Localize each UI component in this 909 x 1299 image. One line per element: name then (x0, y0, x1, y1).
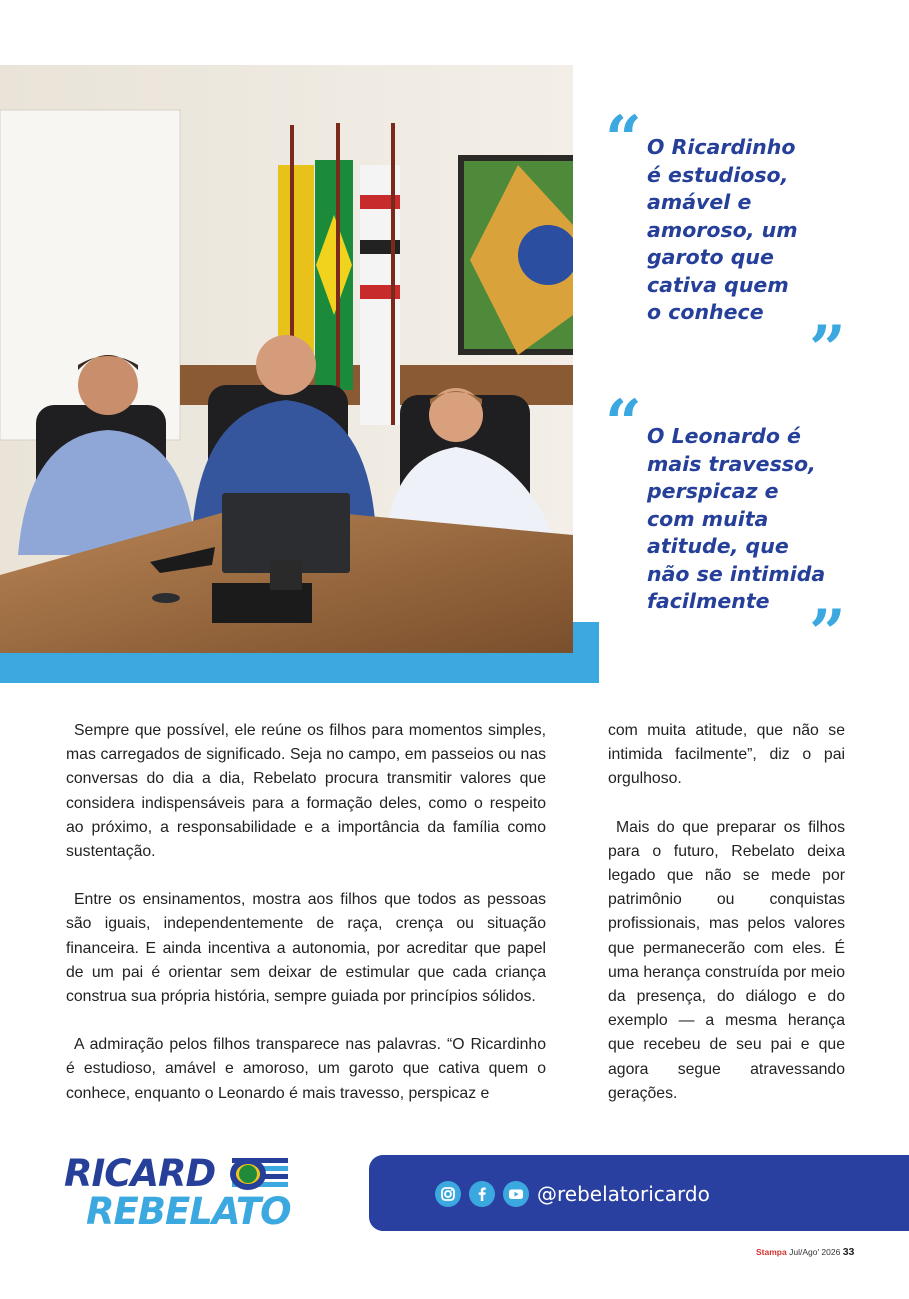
issue-date: Jul/Ago' 2026 (789, 1247, 841, 1257)
page-footer (756, 1246, 854, 1258)
social-bar (369, 1155, 909, 1231)
logo-line-2: REBELATO (86, 1190, 291, 1233)
instagram-icon[interactable] (435, 1181, 461, 1207)
article-paragraph: Entre os ensinamentos, mostra aos filhos que todos as pessoas são iguais, independentemente de raça, crença ou situação financeira. E ainda incentiva a autonomia, por acreditar que papel de um pai é orientar sem deixar de estimular que cada criança construa sua própria história, sempre guiada por princípios sólidos. (66, 891, 546, 1006)
ricardo-rebelato-logo (64, 1153, 314, 1233)
pull-quote-text: O Ricardinho é estudioso, amável e amoroso, um garoto que cativa quem o conhece (647, 135, 798, 324)
open-quote-mark: “ (605, 102, 642, 177)
family-photo (0, 65, 573, 653)
logo-line-1: RICARD (64, 1152, 216, 1195)
article-paragraph: A admiração pelos filhos transparece nas palavras. “O Ricardinho é estudioso, amável e amoroso, um garoto que cativa quem o conhece, enquanto o Leonardo é mais travesso, perspicaz e (66, 1036, 546, 1102)
pull-quote-ricardinho (605, 102, 905, 387)
article-paragraph: Mais do que preparar os filhos para o futuro, Rebelato deixa legado que não se mede por patrimônio ou conquistas profissionais, mas pelos valores que permanecerão com eles. É uma herança construída por meio da presença, do diálogo e do exemplo — a mesma herança que recebeu de seu pai e que agora segue atravessando gerações. (608, 818, 845, 1102)
page-number: 33 (842, 1246, 855, 1258)
article-column-1 (66, 719, 546, 1130)
youtube-icon[interactable] (503, 1181, 529, 1207)
open-quote-mark: “ (605, 386, 642, 461)
article-paragraph: Sempre que possível, ele reúne os filhos para momentos simples, mas carregados de significado. Seja no campo, em passeios ou nas conversas do dia a dia, Rebelato procura transmitir valores que considera indispensáveis para a formação deles, como o respeito ao próximo, a responsabilidade e a importância da família como sustentação. (66, 722, 546, 861)
pull-quote-text: O Leonardo é mais travesso, perspicaz e com muita atitude, que não se intimida facilmente (647, 424, 826, 613)
magazine-name: Stampa (756, 1247, 787, 1257)
pull-quote-leonardo (605, 386, 905, 671)
social-handle[interactable]: @rebelatoricardo (537, 1182, 710, 1206)
close-quote-mark: ” (809, 312, 846, 387)
brazil-flag-icon (226, 1156, 288, 1192)
facebook-icon[interactable] (469, 1181, 495, 1207)
article-column-2 (608, 719, 845, 1130)
article-paragraph: com muita atitude, que não se intimida facilmente”, diz o pai orgulhoso. (608, 722, 845, 788)
close-quote-mark: ” (809, 596, 846, 671)
